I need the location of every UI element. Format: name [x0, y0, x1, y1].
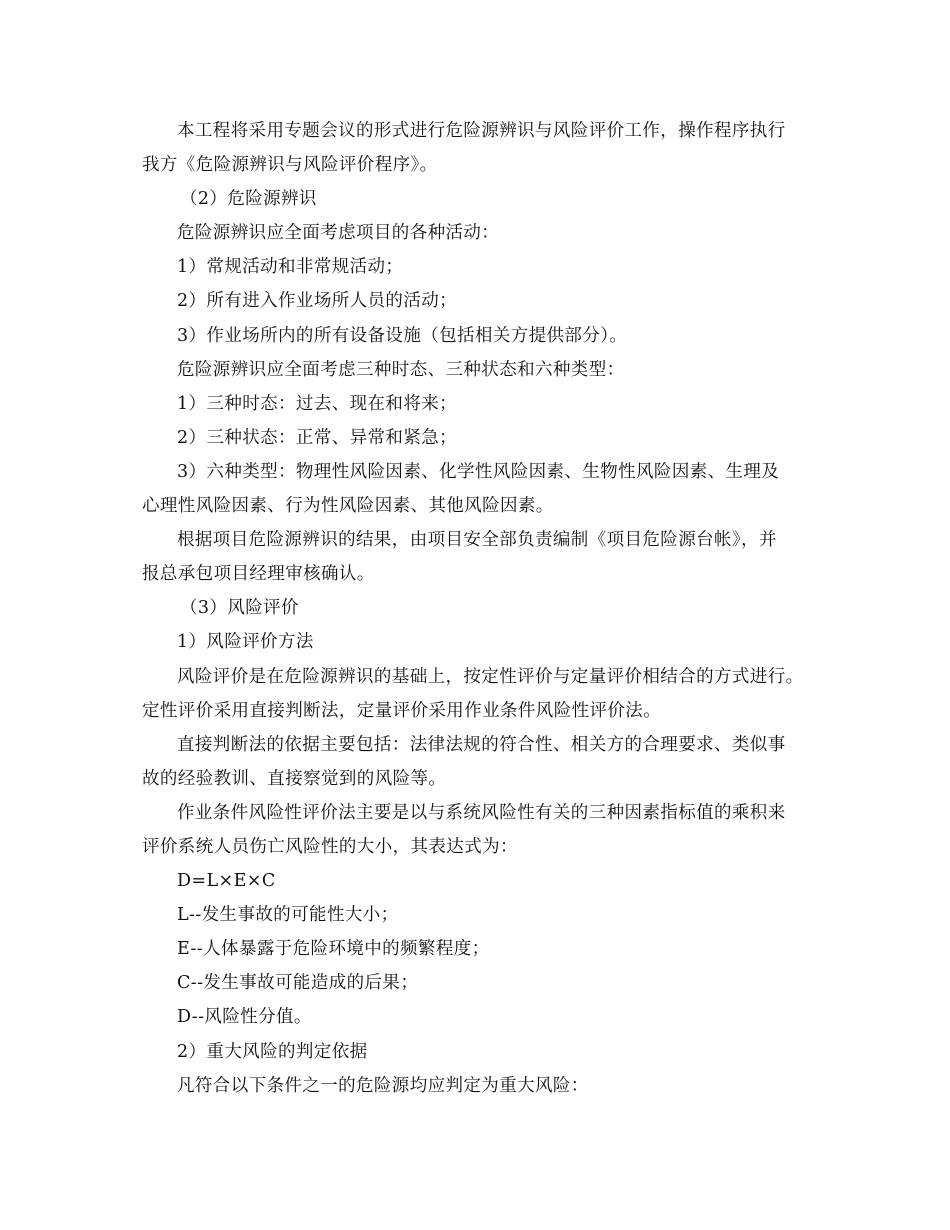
section-heading: （3）风险评价	[180, 598, 299, 619]
list-item-continuation: 心理性风险因素、行为性风险因素、其他风险因素。	[142, 496, 554, 517]
paragraph-line: 凡符合以下条件之一的危险源均应判定为重大风险：	[177, 1075, 589, 1096]
paragraph-line: 故的经验教训、直接察觉到的风险等。	[142, 768, 447, 789]
paragraph-line: 作业条件风险性评价法主要是以与系统风险性有关的三种因素指标值的乘积来	[177, 802, 786, 823]
paragraph-line: 危险源辨识应全面考虑项目的各种活动：	[177, 223, 500, 244]
subsection-heading: 1）风险评价方法	[177, 632, 314, 653]
formula: D=L×E×C	[177, 871, 276, 892]
paragraph-line: 定性评价采用直接判断法，定量评价采用作业条件风险性评价法。	[142, 700, 662, 721]
paragraph-line: 本工程将采用专题会议的形式进行危险源辨识与风险评价工作，操作程序执行	[177, 121, 786, 141]
subsection-heading: 2）重大风险的判定依据	[177, 1041, 368, 1062]
paragraph-line: 我方《危险源辨识与风险评价程序》。	[142, 155, 438, 176]
list-item: 1）三种时态：过去、现在和将来；	[177, 393, 458, 414]
paragraph-line: 报总承包项目经理审核确认。	[142, 564, 375, 585]
paragraph-line: 危险源辨识应全面考虑三种时态、三种状态和六种类型：	[177, 359, 625, 380]
paragraph-line: 风险评价是在危险源辨识的基础上，按定性评价与定量评价相结合的方式进行。	[177, 666, 804, 687]
list-item: 3）六种类型：物理性风险因素、化学性风险因素、生物性风险因素、生理及	[177, 461, 780, 482]
formula-definition: L--发生事故的可能性大小；	[177, 905, 399, 926]
formula-definition: E--人体暴露于危险环境中的频繁程度；	[177, 939, 490, 960]
list-item: 2）三种状态：正常、异常和紧急；	[177, 427, 458, 448]
list-item: 2）所有进入作业场所人员的活动；	[177, 291, 458, 312]
formula-definition: D--风险性分值。	[177, 1007, 312, 1028]
section-heading: （2）危险源辨识	[180, 189, 317, 210]
list-item: 1）常规活动和非常规活动；	[177, 257, 404, 278]
list-item: 3）作业场所内的所有设备设施（包括相关方提供部分）。	[177, 325, 628, 346]
document-body	[142, 114, 832, 1103]
formula-definition: C--发生事故可能造成的后果；	[177, 973, 419, 994]
paragraph-line: 直接判断法的依据主要包括：法律法规的符合性、相关方的合理要求、类似事	[177, 734, 786, 755]
paragraph-line: 根据项目危险源辨识的结果，由项目安全部负责编制《项目危险源台帐》，并	[177, 530, 777, 551]
paragraph-line: 评价系统人员伤亡风险性的大小，其表达式为：	[142, 836, 518, 857]
